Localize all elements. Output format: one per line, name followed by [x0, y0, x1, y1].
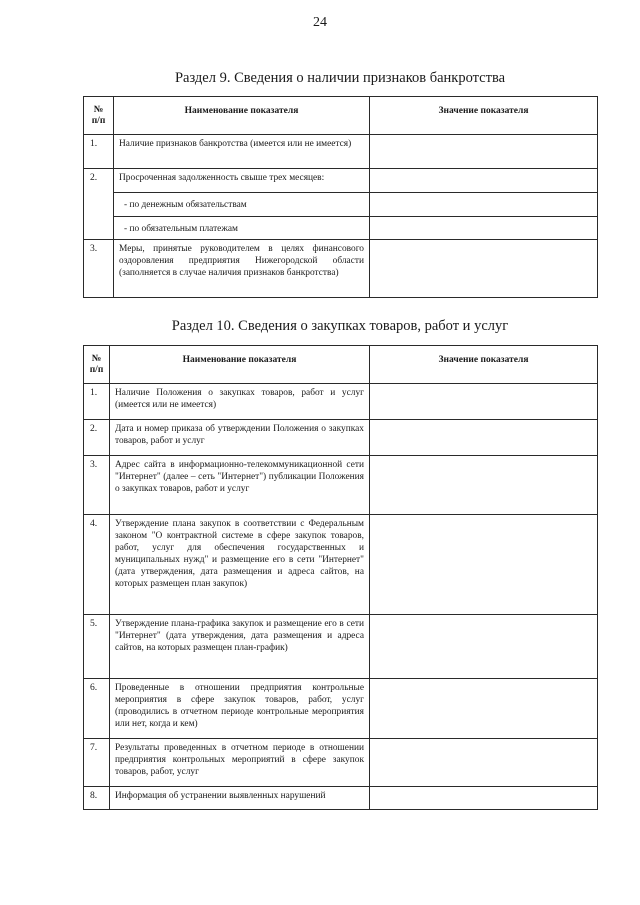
table-row: [84, 456, 598, 515]
value-cell[interactable]: [370, 217, 598, 240]
row-number: 1.: [84, 384, 110, 420]
row-label: Информация об устранении выявленных нарушений: [110, 787, 370, 810]
value-header: Значение показателя: [370, 97, 598, 135]
row-number: 7.: [84, 739, 110, 787]
row-number: 5.: [84, 615, 110, 679]
table-row: [84, 240, 598, 298]
section-9-table: [83, 96, 598, 298]
table-row: [84, 515, 598, 615]
row-label: Меры, принятые руководителем в целях финансового оздоровления предприятия Нижегородской области (заполняется в случае наличия признаков банкротства): [114, 240, 370, 298]
row-number: 2.: [84, 420, 110, 456]
section-10-title: Раздел 10. Сведения о закупках товаров, работ и услуг: [171, 318, 509, 334]
value-cell[interactable]: [370, 384, 598, 420]
row-number: 3.: [84, 456, 110, 515]
table-row: [84, 787, 598, 810]
value-cell[interactable]: [370, 169, 598, 193]
row-number: 6.: [84, 679, 110, 739]
row-label: Дата и номер приказа об утверждении Положения о закупках товаров, работ и услуг: [110, 420, 370, 456]
row-label: Проведенные в отношении предприятия контрольные мероприятия в сфере закупок товаров, работ, услуг (проводились в отчетном периоде контрольные мероприятия или нет, когда и кем): [110, 679, 370, 739]
value-cell[interactable]: [370, 787, 598, 810]
value-header: Значение показателя: [370, 346, 598, 384]
table-row: [84, 739, 598, 787]
section-9-title: Раздел 9. Сведения о наличии признаков банкротства: [174, 70, 506, 86]
value-cell[interactable]: [370, 193, 598, 217]
row-number: 3.: [84, 240, 114, 298]
row-number: 2.: [84, 169, 114, 240]
table-row: [84, 420, 598, 456]
page-number: 24: [313, 15, 327, 30]
row-number: 4.: [84, 515, 110, 615]
table-row: [84, 217, 598, 240]
table-row: [84, 135, 598, 169]
value-cell[interactable]: [370, 615, 598, 679]
table-row: [84, 193, 598, 217]
value-cell[interactable]: [370, 679, 598, 739]
table-row: [84, 679, 598, 739]
row-label: Утверждение плана закупок в соответствии с Федеральным законом "О контрактной системе в сфере закупок товаров, работ, услуг для обеспечения государственных и муниципальных нужд" и размещение его в сети "Интернет" (дата утверждения, дата размещения и адреса сайтов, на которых размещен план закупок): [110, 515, 370, 615]
section-10-table: [83, 345, 598, 810]
table-header-row: [84, 97, 598, 135]
value-cell[interactable]: [370, 515, 598, 615]
row-label: - по денежным обязательствам: [114, 193, 370, 217]
table-row: [84, 384, 598, 420]
num-header: № п/п: [84, 97, 114, 135]
table-row: [84, 169, 598, 193]
value-cell[interactable]: [370, 456, 598, 515]
row-label: Наличие Положения о закупках товаров, работ и услуг (имеется или не имеется): [110, 384, 370, 420]
row-label: Утверждение плана-графика закупок и размещение его в сети "Интернет" (дата утверждения, дата размещения и адреса сайтов, на которых размещен план-график): [110, 615, 370, 679]
table-header-row: [84, 346, 598, 384]
row-label: Наличие признаков банкротства (имеется или не имеется): [114, 135, 370, 169]
row-label: Адрес сайта в информационно-телекоммуникационной сети "Интернет" (далее – сеть "Интернет") публикации Положения о закупках товаров, работ и услуг: [110, 456, 370, 515]
row-number: 8.: [84, 787, 110, 810]
num-header: № п/п: [84, 346, 110, 384]
row-number: 1.: [84, 135, 114, 169]
name-header: Наименование показателя: [114, 97, 370, 135]
table-row: [84, 615, 598, 679]
row-label: Просроченная задолженность свыше трех месяцев:: [114, 169, 370, 193]
name-header: Наименование показателя: [110, 346, 370, 384]
value-cell[interactable]: [370, 240, 598, 298]
value-cell[interactable]: [370, 420, 598, 456]
row-label: Результаты проведенных в отчетном периоде в отношении предприятия контрольных мероприятий в сфере закупок товаров, работ, услуг: [110, 739, 370, 787]
value-cell[interactable]: [370, 739, 598, 787]
value-cell[interactable]: [370, 135, 598, 169]
row-label: - по обязательным платежам: [114, 217, 370, 240]
